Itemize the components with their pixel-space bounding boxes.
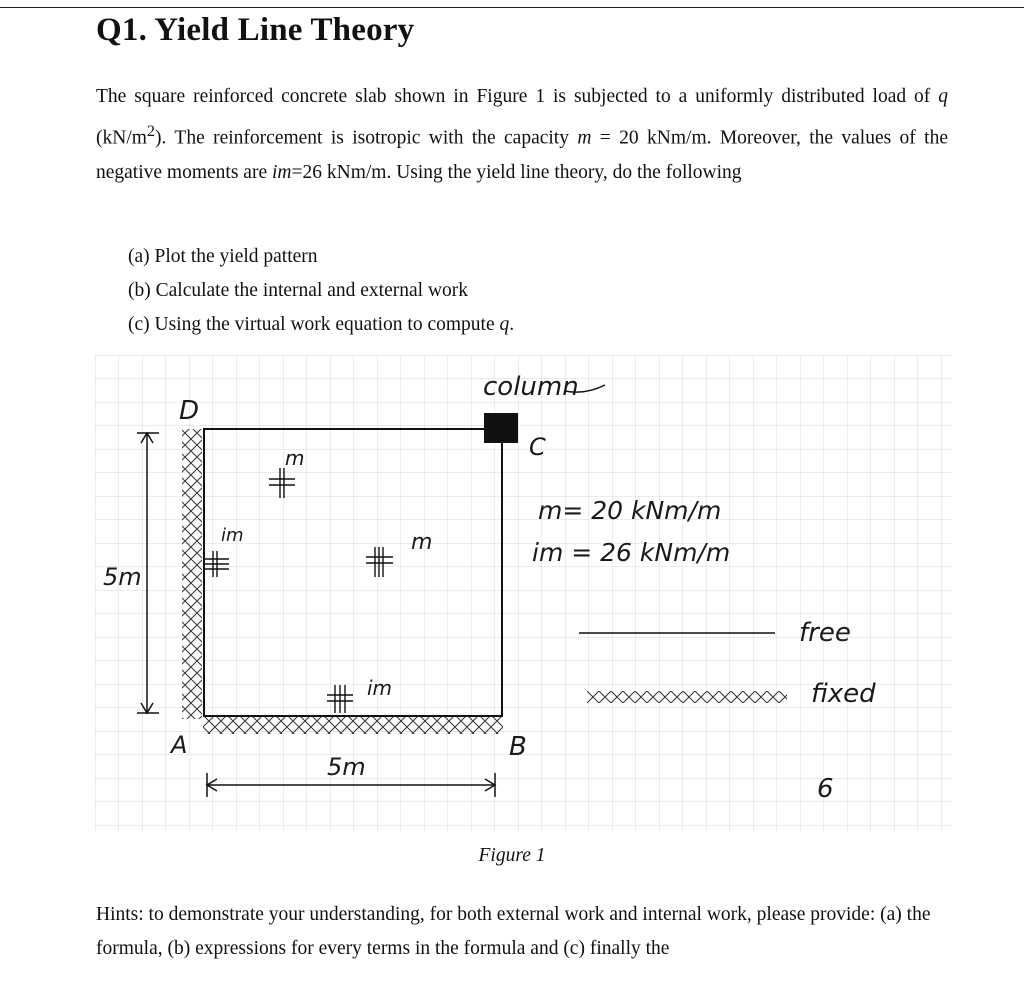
column-label: column — [483, 372, 579, 402]
question-title: Q1. Yield Line Theory — [96, 12, 415, 48]
figure-caption: Figure 1 — [478, 845, 546, 866]
corner-d-label: D — [179, 396, 200, 426]
legend-free-label: free — [799, 618, 851, 648]
figure-1 — [95, 355, 951, 831]
m-center-label: m — [411, 530, 433, 555]
span-vertical-label: 5m — [103, 563, 142, 591]
im-bottom-label: im — [367, 676, 393, 700]
task-list — [128, 240, 514, 342]
fixed-edge-bottom — [203, 716, 503, 734]
span-horizontal-label: 5m — [327, 753, 366, 781]
legend-fixed-label: fixed — [811, 679, 876, 709]
m-value-label: m= 20 kNm/m — [538, 496, 722, 525]
corner-c-label: C — [529, 433, 546, 461]
problem-statement: The square reinforced concrete slab shown in Figure 1 is subjected to a uniformly distributed load of q $(kN/m^2)$. The reinforcement is isotropic with the capacity m = 20 kNm/m. Moreover, the values of the negative moments are im=26 kNm/m. Using the yield line theory, do the following — [96, 86, 948, 183]
corner-b-label: B — [509, 732, 527, 762]
corner-a-label: A — [171, 731, 188, 759]
red-annotation: 6 — [817, 774, 834, 804]
task-a: (a) Plot the yield pattern — [128, 246, 318, 267]
im-value-label: im = 26 kNm/m — [532, 538, 731, 567]
hints-text: Hints: to demonstrate your understanding, for both external work and internal work, please provide: (a) the formula, (b) expressions for every terms in the formula and (c) finally the — [96, 904, 931, 959]
top-rule — [0, 7, 1024, 8]
column — [484, 413, 518, 443]
task-b: (b) Calculate the internal and external work — [128, 280, 469, 301]
task-c: (c) Using the virtual work equation to compute q. — [128, 314, 515, 335]
fixed-edge-left — [182, 429, 202, 719]
im-left-label: im — [221, 525, 244, 546]
m-top-label: m — [285, 446, 305, 470]
legend-fixed-hatch — [587, 691, 787, 703]
